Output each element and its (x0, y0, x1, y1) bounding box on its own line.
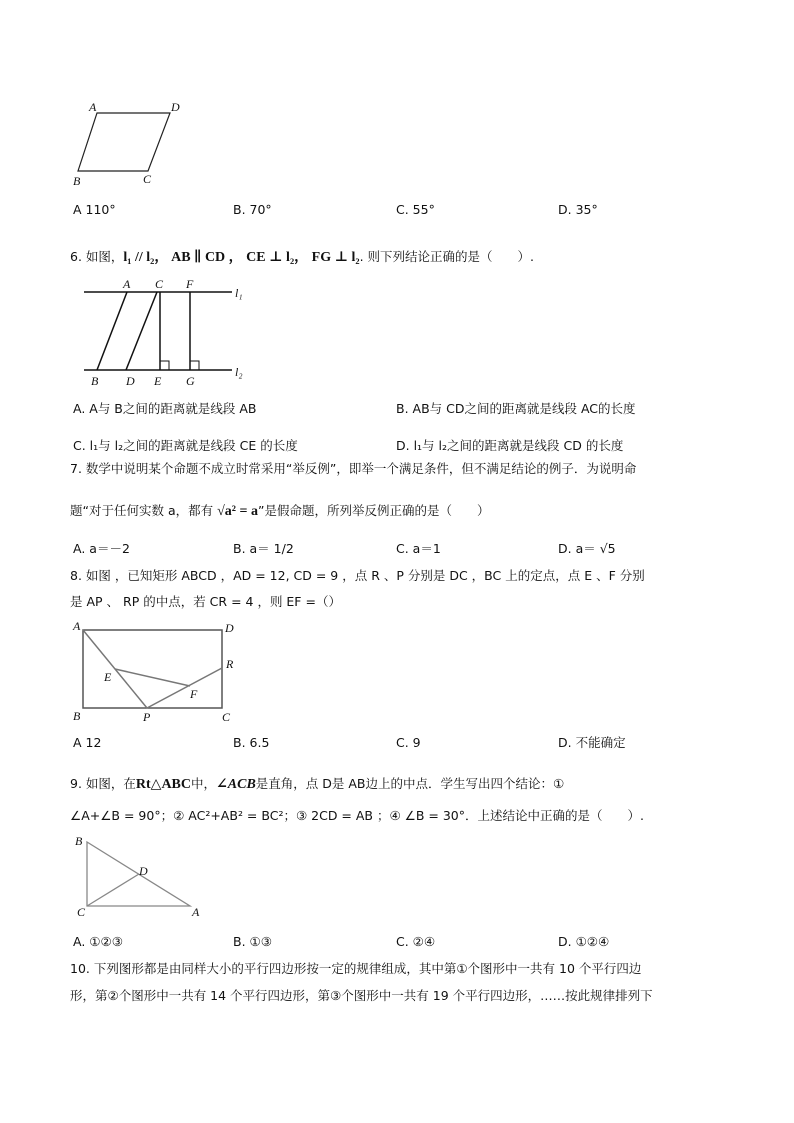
option-a: A. a＝－2 (73, 541, 130, 556)
fig8-label: E (104, 670, 112, 684)
q8-line2: 是 AP 、 RP 的中点，若 CR = 4 ，则 EF =（） (70, 594, 341, 609)
fig6-label: D (126, 374, 135, 388)
fig9-label: B (75, 834, 83, 848)
option-d: D. ①②④ (558, 934, 610, 949)
fig6-label: E (154, 374, 162, 388)
option-a: A. A与 B之间的距离就是线段 AB (73, 401, 257, 416)
q9-math: ∠ACB (216, 777, 256, 792)
option-c: C. 55° (396, 202, 435, 217)
fig6-label: C (155, 277, 164, 291)
fig8-label: R (226, 657, 234, 671)
q8-line1: 8. 如图 ，已知矩形 ABCD ，AD = 12, CD = 9 ，点 R 、P 分别是 DC ，BC 上的定点，点 E 、F 分别 (70, 568, 645, 583)
q9-line2: ∠A+∠B = 90°；② AC²+AB² = BC²；③ 2CD = AB ；④ ∠B = 30°．上述结论中正确的是（ ）. (70, 808, 644, 823)
q9-math: Rt△ABC (135, 777, 192, 792)
fig6-label: A (123, 277, 131, 291)
fig8-label: C (222, 710, 231, 724)
q6-math: l₁ // l₂， AB ∥ CD ， CE ⊥ l₂， FG ⊥ l₂ (123, 250, 360, 265)
fig9-label: A (192, 905, 200, 919)
rectangle-figure (72, 619, 234, 724)
option-b: B. ①③ (233, 934, 272, 949)
option-b: B. 6.5 (233, 735, 270, 750)
fig5-label: A (89, 100, 97, 114)
right-triangle-figure (75, 834, 200, 919)
fig6-label: l₁ (235, 286, 243, 300)
fig8-label: P (143, 710, 151, 724)
fig6-label: B (91, 374, 99, 388)
parallel-lines-figure (84, 277, 243, 388)
fig5-label: C (143, 172, 152, 186)
fig5-label: D (171, 100, 180, 114)
option-b: B. a＝ 1/2 (233, 541, 294, 556)
fig6-label: l₂ (235, 365, 243, 379)
option-b: B. 70° (233, 202, 272, 217)
option-d: D. a＝ √5 (558, 541, 616, 556)
q9-text: 是直角，点 D是 AB边上的中点．学生写出四个结论：① (255, 776, 565, 791)
option-d: D. 35° (558, 202, 598, 217)
q10-line1: 10. 下列图形都是由同样大小的平行四边形按一定的规律组成，其中第①个图形中一共有 10 个平行四边 (70, 961, 642, 976)
fig6-label: F (186, 277, 194, 291)
option-d: D. 不能确定 (558, 735, 626, 750)
fig6-label: G (186, 374, 195, 388)
q9-text: 中， (191, 776, 217, 791)
q7-line2 (70, 503, 489, 520)
fig8-label: D (225, 621, 234, 635)
q9-text: 9. 如图，在 (70, 776, 136, 791)
fig8-label: A (73, 619, 81, 633)
option-c: C. a＝1 (396, 541, 441, 556)
q7-text: 题“对于任何实数 a，都有 (70, 503, 214, 518)
option-a: A. ①②③ (73, 934, 123, 949)
option-a: A 110° (73, 202, 116, 217)
q10-line2: 形，第②个图形中一共有 14 个平行四边形，第③个图形中一共有 19 个平行四边形，……按此规律排列下 (70, 988, 653, 1003)
option-c: C. l₁与 l₂之间的距离就是线段 CE 的长度 (73, 438, 298, 453)
fig9-label: C (77, 905, 86, 919)
q9-line1 (70, 776, 564, 793)
q7-text: ”是假命题，所列举反例正确的是（ ） (257, 503, 490, 518)
option-c: C. ②④ (396, 934, 436, 949)
q6-prefix: 6. 如图， (70, 249, 124, 264)
q7-math: √a² = a (217, 504, 258, 519)
option-c: C. 9 (396, 735, 421, 750)
fig8-label: B (73, 709, 81, 723)
fig9-label: D (139, 864, 148, 878)
fig8-label: F (190, 687, 198, 701)
option-b: B. AB与 CD之间的距离就是线段 AC的长度 (396, 401, 636, 416)
q7-line1: 7. 数学中说明某个命题不成立时常采用“举反例”，即举一个满足条件，但不满足结论的例子．为说明命 (70, 461, 637, 476)
question-6 (70, 249, 534, 266)
option-a: A 12 (73, 735, 102, 750)
q6-suffix: . 则下列结论正确的是（ ）. (359, 249, 535, 264)
option-d: D. l₁与 l₂之间的距离就是线段 CD 的长度 (396, 438, 624, 453)
fig5-label: B (73, 174, 81, 188)
